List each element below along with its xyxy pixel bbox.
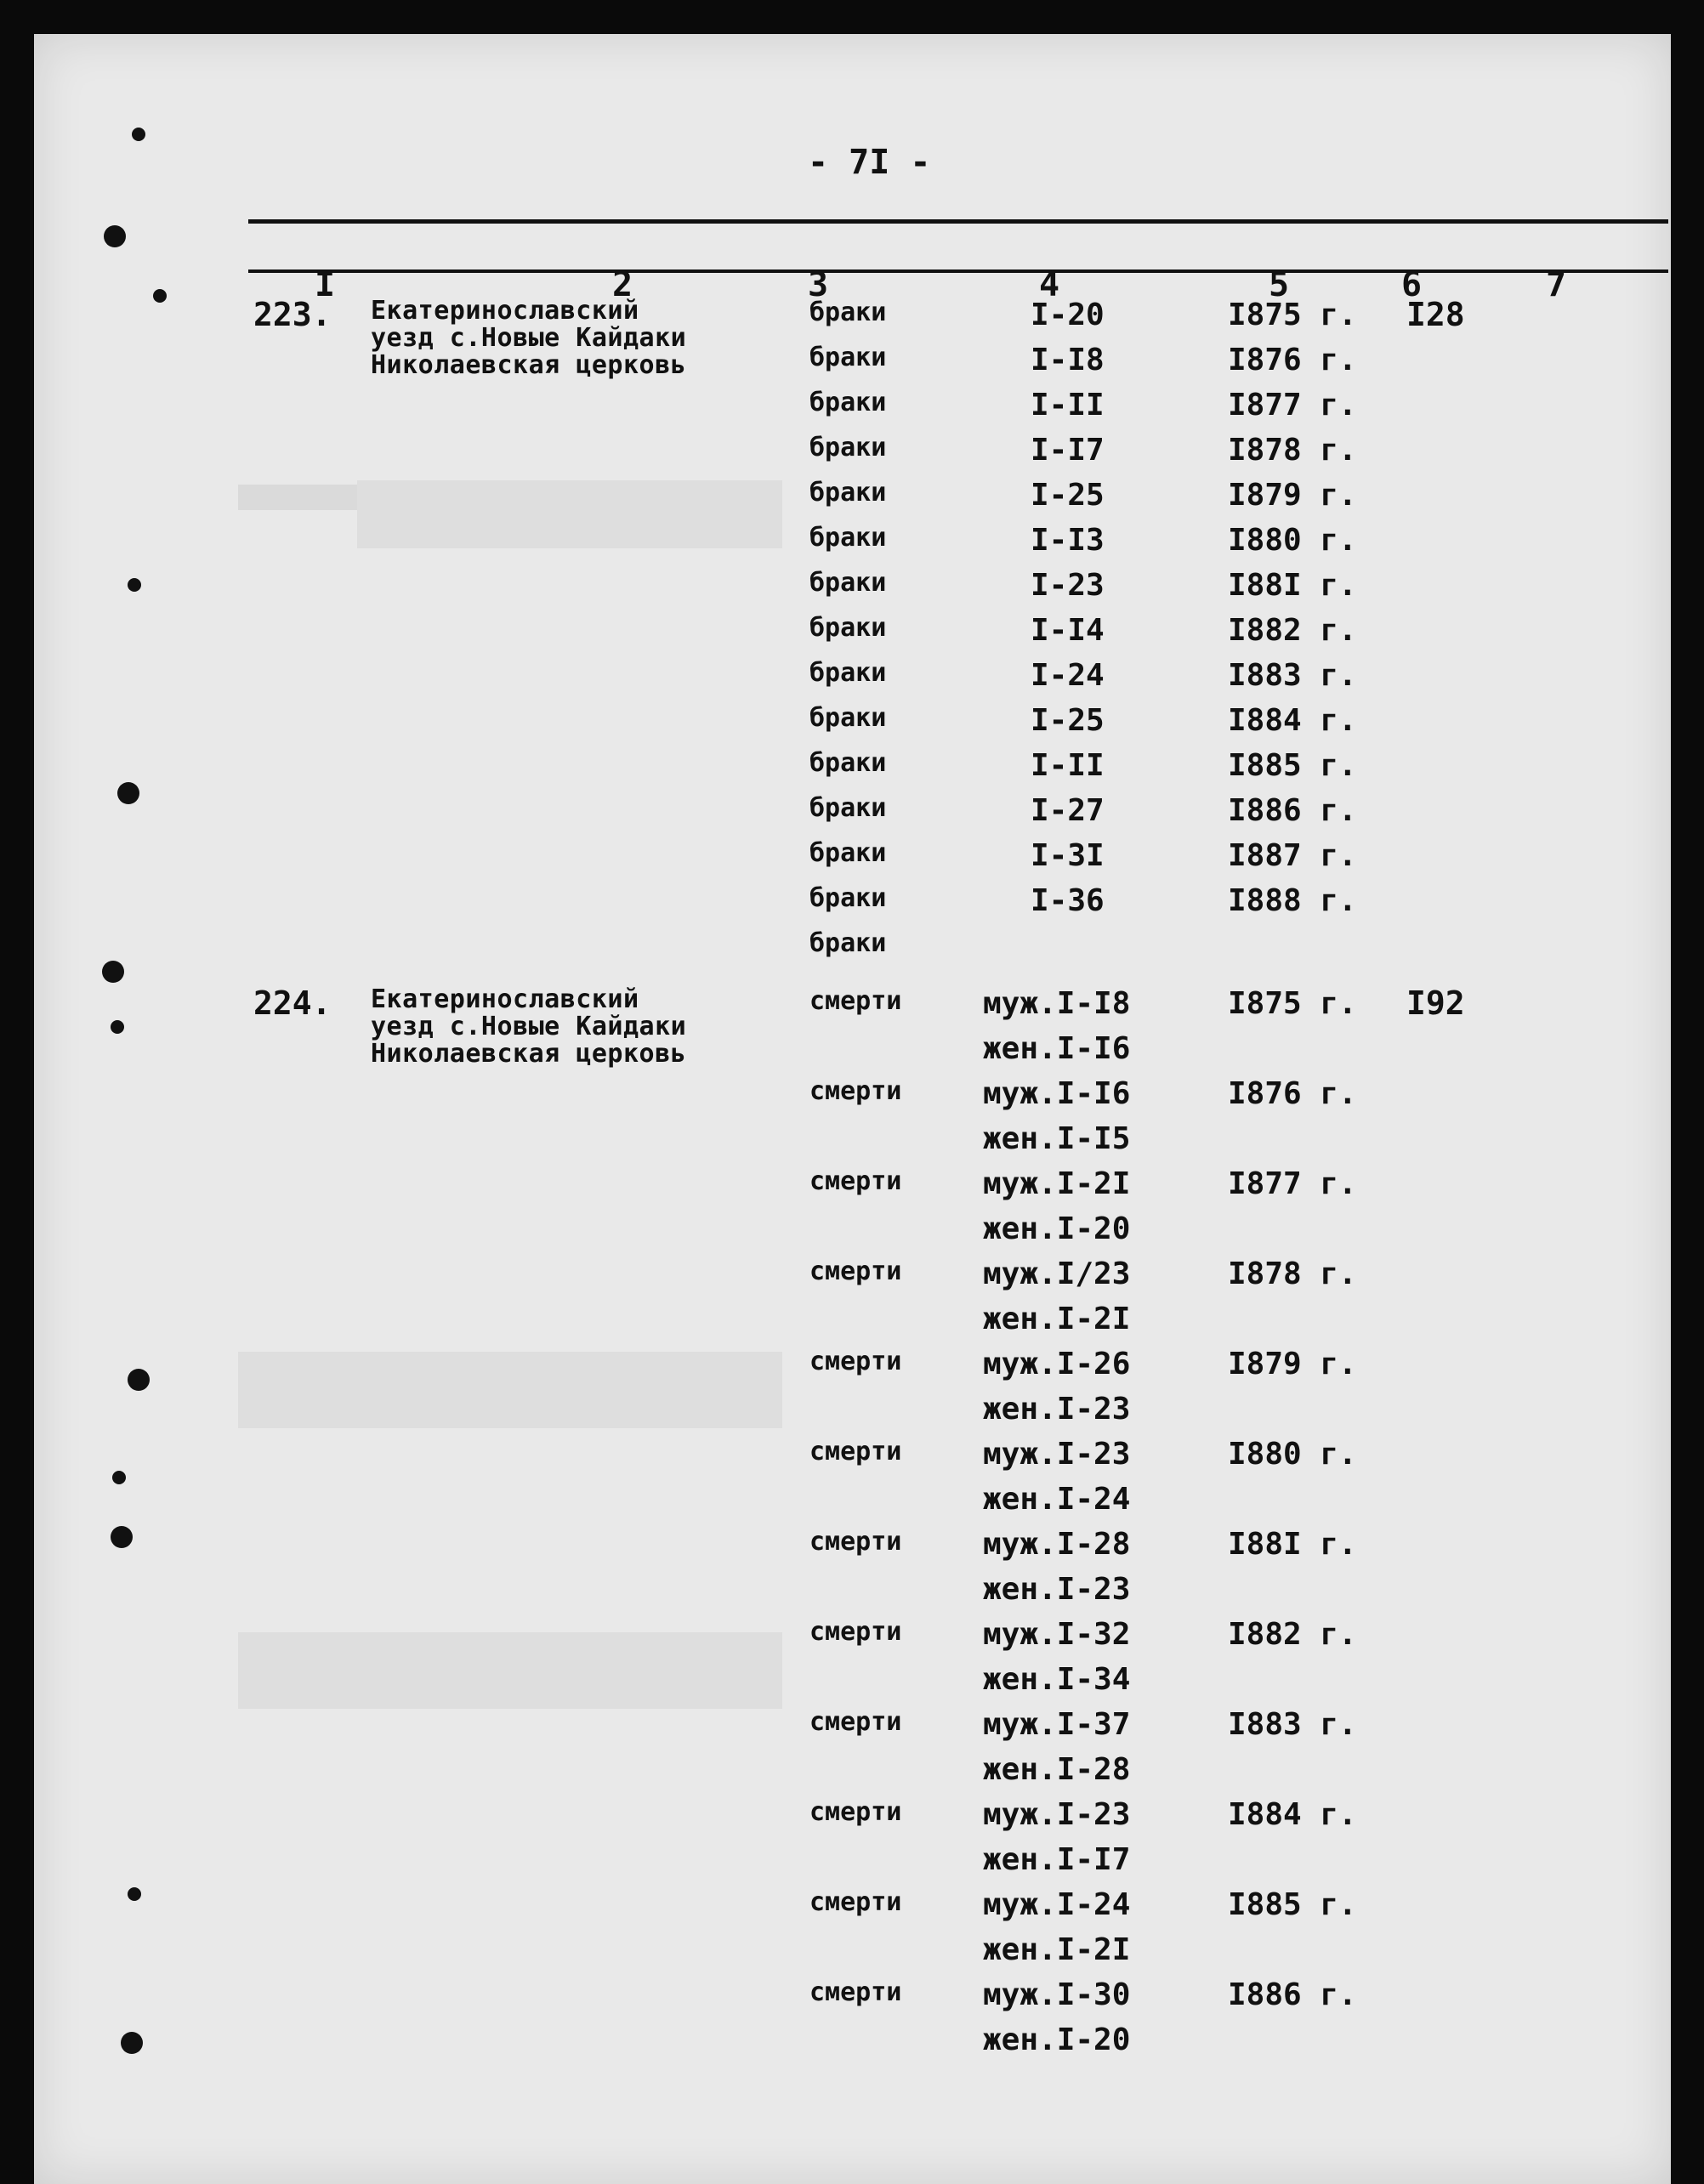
record-year: I879 г. xyxy=(1228,478,1357,513)
record-count: I-I3 xyxy=(1031,523,1105,558)
record-count: муж.I-26 xyxy=(983,1347,1131,1381)
record-count: I-25 xyxy=(1031,703,1105,738)
record-count: I-I7 xyxy=(1031,433,1105,468)
record-count: муж.I-2I xyxy=(983,1166,1131,1201)
record-type: браки xyxy=(809,703,887,733)
punch-hole xyxy=(128,578,141,592)
entry-number: 224. xyxy=(253,984,332,1022)
place-line-1: Екатеринославский xyxy=(371,984,639,1014)
place-line-2: уезд с.Новые Кайдаки xyxy=(371,323,687,353)
record-type: смерти xyxy=(809,1797,902,1827)
punch-hole xyxy=(111,1020,124,1034)
record-count: жен.I-23 xyxy=(983,1572,1131,1607)
record-count: I-24 xyxy=(1031,658,1105,693)
record-type: браки xyxy=(809,883,887,913)
record-type: браки xyxy=(809,343,887,372)
column-header-7: 7 xyxy=(1546,265,1567,304)
record-count: жен.I-23 xyxy=(983,1392,1131,1427)
record-type: смерти xyxy=(809,1166,902,1196)
punch-hole xyxy=(121,2032,143,2054)
record-year: I885 г. xyxy=(1228,1887,1357,1922)
record-type: браки xyxy=(809,793,887,823)
record-count: жен.I-I5 xyxy=(983,1121,1131,1156)
record-type: браки xyxy=(809,568,887,598)
record-year: I880 г. xyxy=(1228,1437,1357,1472)
record-year: I882 г. xyxy=(1228,613,1357,648)
record-count: муж.I/23 xyxy=(983,1257,1131,1291)
record-type: смерти xyxy=(809,1527,902,1557)
column-header-3: 3 xyxy=(808,265,829,304)
record-year: I884 г. xyxy=(1228,1797,1357,1832)
record-year: I879 г. xyxy=(1228,1347,1357,1381)
page-number: - 7I - xyxy=(808,143,931,182)
punch-hole xyxy=(132,128,145,141)
record-type: браки xyxy=(809,658,887,688)
record-count: I-I8 xyxy=(1031,343,1105,377)
record-type: смерти xyxy=(809,1887,902,1917)
record-type: браки xyxy=(809,388,887,417)
record-year: I883 г. xyxy=(1228,658,1357,693)
record-count: I-20 xyxy=(1031,298,1105,332)
record-year: I878 г. xyxy=(1228,1257,1357,1291)
column-header-6: 6 xyxy=(1401,265,1423,304)
punch-hole xyxy=(102,961,124,983)
record-type: браки xyxy=(809,523,887,553)
record-count: муж.I-I6 xyxy=(983,1076,1131,1111)
record-type: браки xyxy=(809,748,887,778)
punch-hole xyxy=(104,225,126,247)
column-header-5: 5 xyxy=(1269,265,1290,304)
record-year: I884 г. xyxy=(1228,703,1357,738)
record-year: I886 г. xyxy=(1228,793,1357,828)
record-count: муж.I-32 xyxy=(983,1617,1131,1652)
punch-hole xyxy=(112,1471,126,1484)
record-count: жен.I-20 xyxy=(983,1211,1131,1246)
record-count: муж.I-28 xyxy=(983,1527,1131,1562)
record-count: жен.I-20 xyxy=(983,2022,1131,2057)
record-type: смерти xyxy=(809,986,902,1016)
record-year: I886 г. xyxy=(1228,1977,1357,2012)
record-count: муж.I-23 xyxy=(983,1437,1131,1472)
record-year: I876 г. xyxy=(1228,343,1357,377)
record-count: жен.I-24 xyxy=(983,1482,1131,1517)
record-type: браки xyxy=(809,928,887,958)
record-count: I-36 xyxy=(1031,883,1105,918)
record-count: I-II xyxy=(1031,388,1105,423)
record-count: жен.I-I6 xyxy=(983,1031,1131,1066)
punch-hole xyxy=(128,1887,141,1901)
record-year: I876 г. xyxy=(1228,1076,1357,1111)
punch-hole xyxy=(117,782,139,804)
place-line-3: Николаевская церковь xyxy=(371,350,687,380)
record-type: смерти xyxy=(809,1437,902,1466)
record-count: жен.I-34 xyxy=(983,1662,1131,1697)
column-header-1: I xyxy=(315,265,336,304)
record-count: I-3I xyxy=(1031,838,1105,873)
document-page xyxy=(34,34,1671,2184)
record-count: муж.I-37 xyxy=(983,1707,1131,1742)
record-count: жен.I-2I xyxy=(983,1932,1131,1967)
record-type: браки xyxy=(809,478,887,508)
record-count: муж.I-I8 xyxy=(983,986,1131,1021)
record-type: браки xyxy=(809,613,887,643)
record-type: смерти xyxy=(809,1617,902,1647)
record-year: I877 г. xyxy=(1228,1166,1357,1201)
record-year: I88I г. xyxy=(1228,1527,1357,1562)
record-count: муж.I-30 xyxy=(983,1977,1131,2012)
record-type: смерти xyxy=(809,1707,902,1737)
bleed-through-mark xyxy=(238,1632,782,1709)
place-line-1: Екатеринославский xyxy=(371,296,639,326)
record-year: I888 г. xyxy=(1228,883,1357,918)
record-type: браки xyxy=(809,298,887,327)
record-year: I878 г. xyxy=(1228,433,1357,468)
table-top-rule xyxy=(248,219,1668,224)
record-type: смерти xyxy=(809,1076,902,1106)
record-year: I877 г. xyxy=(1228,388,1357,423)
record-count: I-27 xyxy=(1031,793,1105,828)
record-year: I875 г. xyxy=(1228,986,1357,1021)
record-year: I885 г. xyxy=(1228,748,1357,783)
record-year: I887 г. xyxy=(1228,838,1357,873)
record-count: жен.I-I7 xyxy=(983,1842,1131,1877)
record-type: смерти xyxy=(809,1257,902,1286)
record-count: I-25 xyxy=(1031,478,1105,513)
entry-number: 223. xyxy=(253,296,332,333)
record-count: муж.I-23 xyxy=(983,1797,1131,1832)
record-year: I882 г. xyxy=(1228,1617,1357,1652)
record-count: жен.I-28 xyxy=(983,1752,1131,1787)
record-count: I-II xyxy=(1031,748,1105,783)
record-type: смерти xyxy=(809,1347,902,1376)
bleed-through-mark xyxy=(238,1352,782,1428)
record-year: I875 г. xyxy=(1228,298,1357,332)
record-count: муж.I-24 xyxy=(983,1887,1131,1922)
record-type: браки xyxy=(809,433,887,462)
record-type: браки xyxy=(809,838,887,868)
column-header-2: 2 xyxy=(612,265,633,304)
record-count: I-I4 xyxy=(1031,613,1105,648)
punch-hole xyxy=(153,289,167,303)
table-header-rule xyxy=(248,269,1668,273)
place-line-2: уезд с.Новые Кайдаки xyxy=(371,1012,687,1041)
record-type: смерти xyxy=(809,1977,902,2007)
record-count: жен.I-2I xyxy=(983,1302,1131,1336)
punch-hole xyxy=(128,1369,150,1391)
punch-hole xyxy=(111,1526,133,1548)
record-count: I-23 xyxy=(1031,568,1105,603)
place-line-3: Николаевская церковь xyxy=(371,1039,687,1069)
sheet-count: I28 xyxy=(1406,296,1465,333)
record-year: I88I г. xyxy=(1228,568,1357,603)
record-year: I880 г. xyxy=(1228,523,1357,558)
bleed-through-mark xyxy=(357,480,782,548)
column-header-4: 4 xyxy=(1039,265,1060,304)
sheet-count: I92 xyxy=(1406,984,1465,1022)
record-year: I883 г. xyxy=(1228,1707,1357,1742)
